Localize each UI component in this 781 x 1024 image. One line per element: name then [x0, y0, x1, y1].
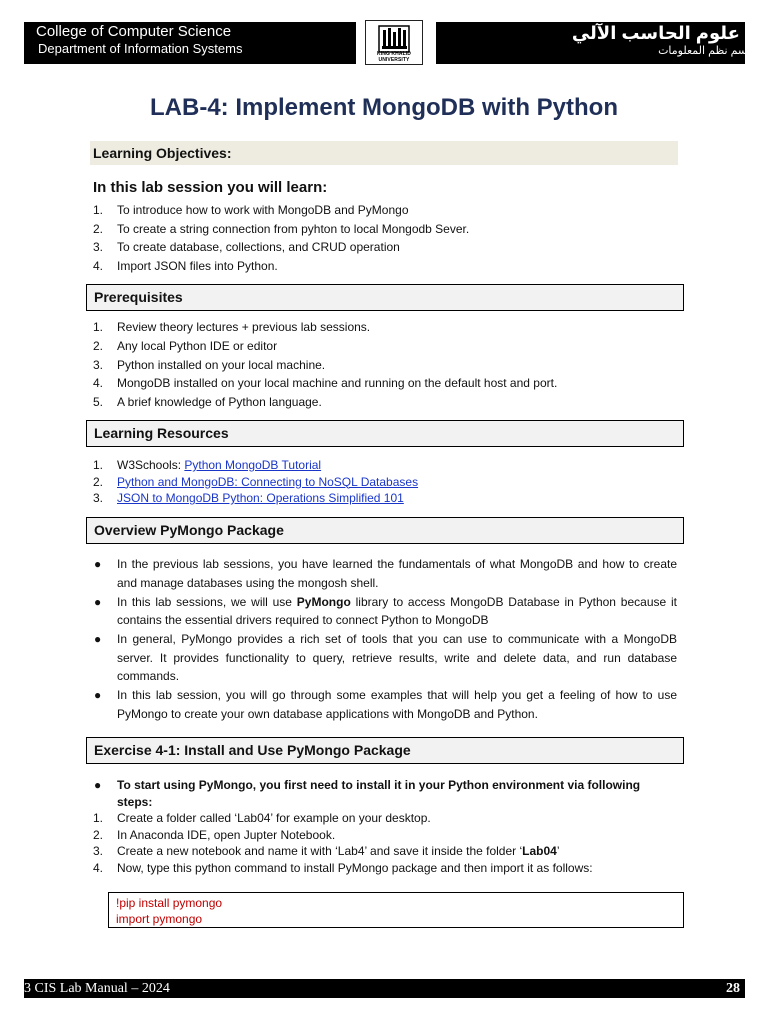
department-name-arabic: قسم نظم المعلومات — [658, 45, 753, 57]
department-name: Department of Information Systems — [38, 41, 243, 56]
college-name: College of Computer Science — [36, 23, 232, 40]
list-item: ● In this lab session, you will go through some examples that will help you get a feeling of how to use PyMongo to create your own database applications with MongoDB and Python. — [94, 688, 677, 721]
list-item: 1. W3Schools: Python MongoDB Tutorial — [93, 458, 322, 472]
list-item: 4. Now, type this python command to install PyMongo package and then import it as follows: — [93, 860, 593, 875]
university-logo — [365, 20, 423, 65]
list-item: 2. Any local Python IDE or editor — [93, 338, 278, 353]
python-mongodb-link[interactable]: Python and MongoDB: Connecting to NoSQL Databases — [117, 474, 419, 489]
list-item: 3. Python installed on your local machine. — [93, 357, 326, 372]
college-name-arabic: كلية علوم الحاسب الآلي — [571, 23, 781, 43]
overview-heading: Overview PyMongo Package — [86, 517, 684, 544]
page-number: 28 — [726, 981, 740, 996]
prerequisites-heading: Prerequisites — [86, 284, 684, 311]
list-item: 3. Create a new notebook and name it with ‘Lab4’ and save it inside the folder ‘Lab04’ — [93, 844, 560, 858]
list-item: 2. To create a string connection from pyhton to local Mongodb Sever. — [93, 221, 470, 236]
code-line: import pymongo — [116, 912, 203, 926]
json-mongodb-link[interactable]: JSON to MongoDB Python: Operations Simplified 101 — [117, 491, 404, 505]
prerequisites-list — [93, 318, 557, 412]
resources-heading: Learning Resources — [86, 420, 684, 447]
list-item: 1. To introduce how to work with MongoDB and PyMongo — [93, 203, 409, 217]
bullet-icon: ● — [94, 688, 102, 702]
bullet-icon: ● — [94, 594, 102, 609]
list-item: 2. Python and MongoDB: Connecting to NoSQL Databases — [93, 474, 419, 489]
list-item: 1. Create a folder called ‘Lab04’ for example on your desktop. — [93, 811, 431, 825]
w3schools-link[interactable]: Python MongoDB Tutorial — [184, 458, 322, 472]
objectives-subheading: In this lab session you will learn: — [93, 179, 328, 196]
code-line: !pip install pymongo — [116, 896, 223, 910]
objectives-heading: Learning Objectives: — [90, 141, 678, 165]
overview-list — [93, 555, 677, 724]
list-item: ● In this lab sessions, we will use PyMongo library to access MongoDB Database in Python because it contains the essential drivers required to connect Python to MongoDB — [94, 594, 677, 627]
list-item: 5. A brief knowledge of Python language. — [93, 395, 322, 410]
bullet-icon: ● — [94, 557, 102, 571]
exercise-heading: Exercise 4-1: Install and Use PyMongo Package — [86, 737, 684, 764]
list-item: 4. Import JSON files into Python. — [93, 258, 278, 273]
code-block — [108, 892, 684, 928]
list-item: ● In the previous lab sessions, you have learned the fundamentals of what MongoDB and how to create and manage databases using the mongosh shell. — [94, 557, 677, 590]
logo-caption: KING KHALID UNIVERSITY — [377, 51, 411, 63]
university-emblem-icon — [378, 24, 410, 54]
header-left-banner — [24, 22, 356, 64]
page-title: LAB-4: Implement MongoDB with Python — [150, 94, 618, 121]
exercise-intro — [93, 777, 677, 810]
list-item: 3. JSON to MongoDB Python: Operations Simplified 101 — [93, 491, 404, 505]
footer-manual-title: 3 CIS Lab Manual – 2024 — [24, 981, 170, 996]
resources-list — [93, 457, 418, 507]
list-item: ● To start using PyMongo, you first need to install it in your Python environment via following steps: — [94, 778, 641, 809]
list-item: ● In general, PyMongo provides a rich set of tools that you can use to communicate with a MongoDB server. It provides functionality to query, retrieve results, write and delete data, and run database commands. — [94, 632, 677, 683]
bullet-icon: ● — [94, 632, 102, 646]
header-right-banner — [436, 22, 781, 64]
list-item: 4. MongoDB installed on your local machine and running on the default host and port. — [93, 376, 558, 391]
objectives-list — [93, 201, 469, 275]
exercise-steps — [93, 810, 683, 876]
list-item: 2. In Anaconda IDE, open Jupter Notebook. — [93, 827, 336, 842]
list-item: 3. To create database, collections, and CRUD operation — [93, 240, 400, 254]
bullet-icon: ● — [94, 778, 102, 792]
list-item: 1. Review theory lectures + previous lab sessions. — [93, 320, 371, 334]
page-footer — [24, 979, 745, 998]
